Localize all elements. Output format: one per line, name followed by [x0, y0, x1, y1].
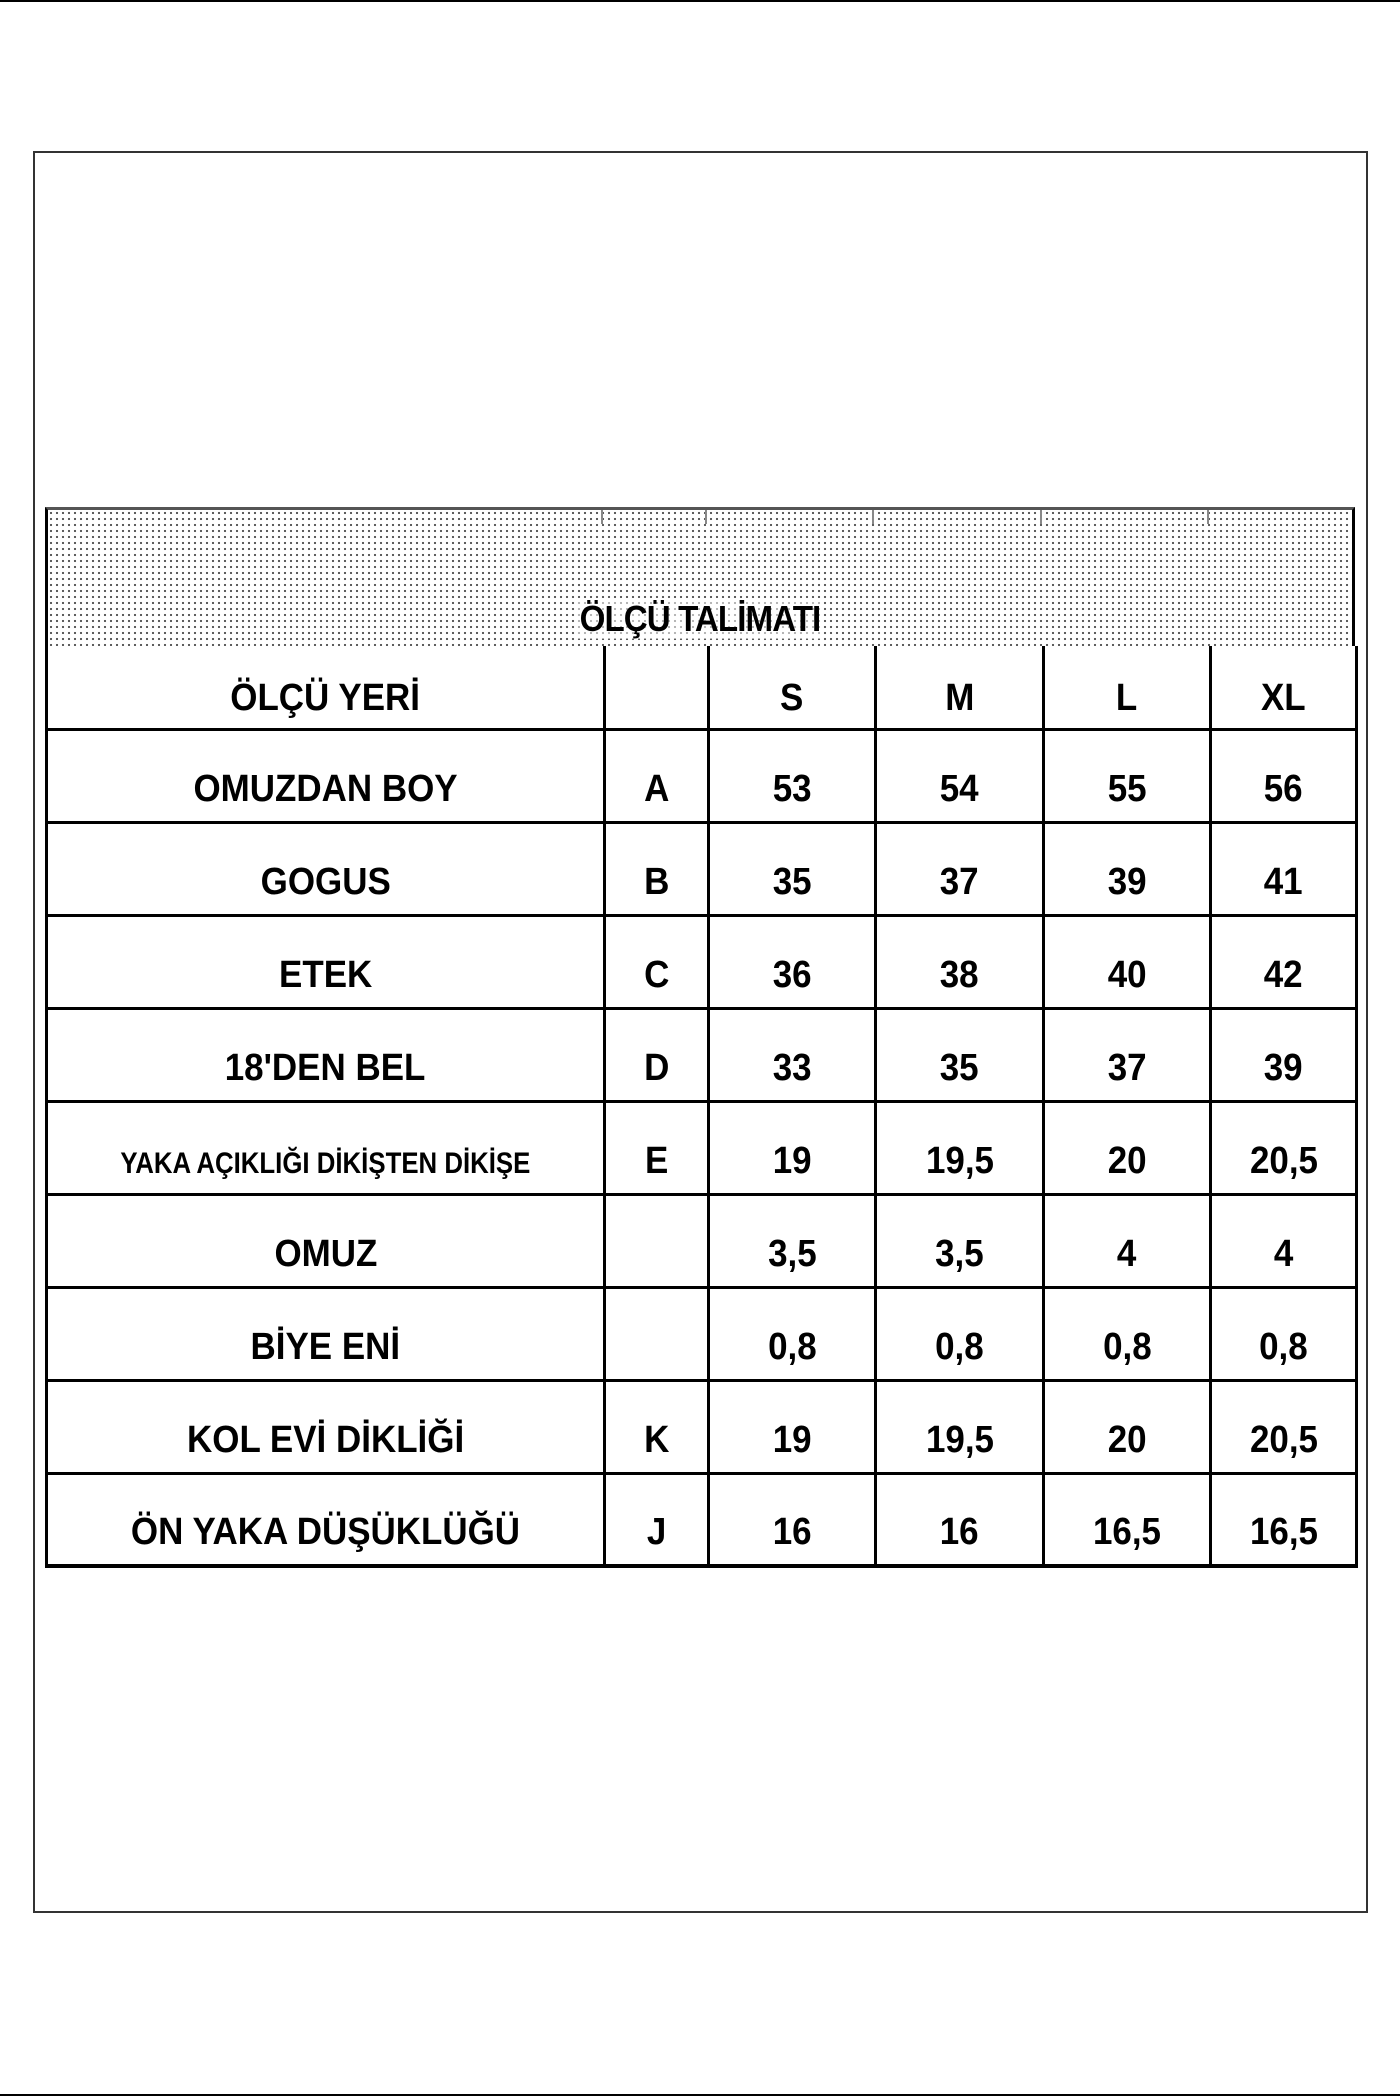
value-cell: 36 [709, 915, 876, 1008]
row-label: ETEK [47, 915, 605, 1008]
title-band [45, 507, 1355, 646]
value-cell: 33 [709, 1008, 876, 1101]
value-cell: 53 [709, 729, 876, 822]
value-cell: 19 [709, 1380, 876, 1473]
table-row [47, 1101, 1357, 1194]
value-cell: 20 [1044, 1101, 1211, 1194]
value-cell: 20,5 [1211, 1101, 1357, 1194]
row-code: C [605, 915, 709, 1008]
value-cell: 35 [876, 1008, 1044, 1101]
value-cell: 4 [1044, 1194, 1211, 1287]
table-row [47, 1473, 1357, 1566]
row-label: ÖN YAKA DÜŞÜKLÜĞÜ [47, 1473, 605, 1566]
row-code: D [605, 1008, 709, 1101]
header-cell-size-m: M [876, 646, 1044, 729]
size-table [45, 646, 1358, 1568]
row-code [605, 1194, 709, 1287]
row-code: E [605, 1101, 709, 1194]
table-row [47, 822, 1357, 915]
value-cell: 3,5 [709, 1194, 876, 1287]
row-code: J [605, 1473, 709, 1566]
value-cell: 19 [709, 1101, 876, 1194]
grid-tick [1040, 510, 1042, 524]
row-label: 18'DEN BEL [47, 1008, 605, 1101]
grid-tick [1207, 510, 1209, 524]
value-cell: 0,8 [1211, 1287, 1357, 1380]
value-cell: 39 [1044, 822, 1211, 915]
value-cell: 0,8 [709, 1287, 876, 1380]
bottom-edge-line [0, 2094, 1400, 2096]
value-cell: 39 [1211, 1008, 1357, 1101]
value-cell: 41 [1211, 822, 1357, 915]
value-cell: 55 [1044, 729, 1211, 822]
value-cell: 20 [1044, 1380, 1211, 1473]
value-cell: 16,5 [1044, 1473, 1211, 1566]
value-cell: 16 [709, 1473, 876, 1566]
header-cell-label: ÖLÇÜ YERİ [47, 646, 605, 729]
table-row [47, 1287, 1357, 1380]
row-label: KOL EVİ DİKLİĞİ [47, 1380, 605, 1473]
value-cell: 37 [876, 822, 1044, 915]
header-cell-size-s: S [709, 646, 876, 729]
value-cell: 0,8 [876, 1287, 1044, 1380]
header-cell-size-l: L [1044, 646, 1211, 729]
row-code: K [605, 1380, 709, 1473]
row-label: BİYE ENİ [47, 1287, 605, 1380]
value-cell: 54 [876, 729, 1044, 822]
title-label: ÖLÇÜ TALİMATI [579, 598, 821, 639]
table-row [47, 1380, 1357, 1473]
value-cell: 35 [709, 822, 876, 915]
row-code: B [605, 822, 709, 915]
value-cell: 20,5 [1211, 1380, 1357, 1473]
value-cell: 0,8 [1044, 1287, 1211, 1380]
value-cell: 56 [1211, 729, 1357, 822]
row-label: OMUZDAN BOY [47, 729, 605, 822]
value-cell: 38 [876, 915, 1044, 1008]
value-cell: 3,5 [876, 1194, 1044, 1287]
chart-title [100, 598, 1300, 640]
value-cell: 42 [1211, 915, 1357, 1008]
row-label: YAKA AÇIKLIĞI DİKİŞTEN DİKİŞE [47, 1101, 605, 1194]
header-cell-size-xl: XL [1211, 646, 1357, 729]
header-cell-code [605, 646, 709, 729]
value-cell: 19,5 [876, 1101, 1044, 1194]
row-code: A [605, 729, 709, 822]
table-row [47, 1008, 1357, 1101]
top-edge-line [0, 0, 1400, 2]
value-cell: 16,5 [1211, 1473, 1357, 1566]
row-code [605, 1287, 709, 1380]
row-label: GOGUS [47, 822, 605, 915]
header-row [47, 646, 1357, 729]
value-cell: 19,5 [876, 1380, 1044, 1473]
value-cell: 40 [1044, 915, 1211, 1008]
table-row [47, 915, 1357, 1008]
value-cell: 37 [1044, 1008, 1211, 1101]
grid-tick [872, 510, 874, 524]
value-cell: 4 [1211, 1194, 1357, 1287]
table-row [47, 1194, 1357, 1287]
grid-tick [705, 510, 707, 524]
table-row [47, 729, 1357, 822]
row-label: OMUZ [47, 1194, 605, 1287]
value-cell: 16 [876, 1473, 1044, 1566]
grid-tick [601, 510, 603, 524]
